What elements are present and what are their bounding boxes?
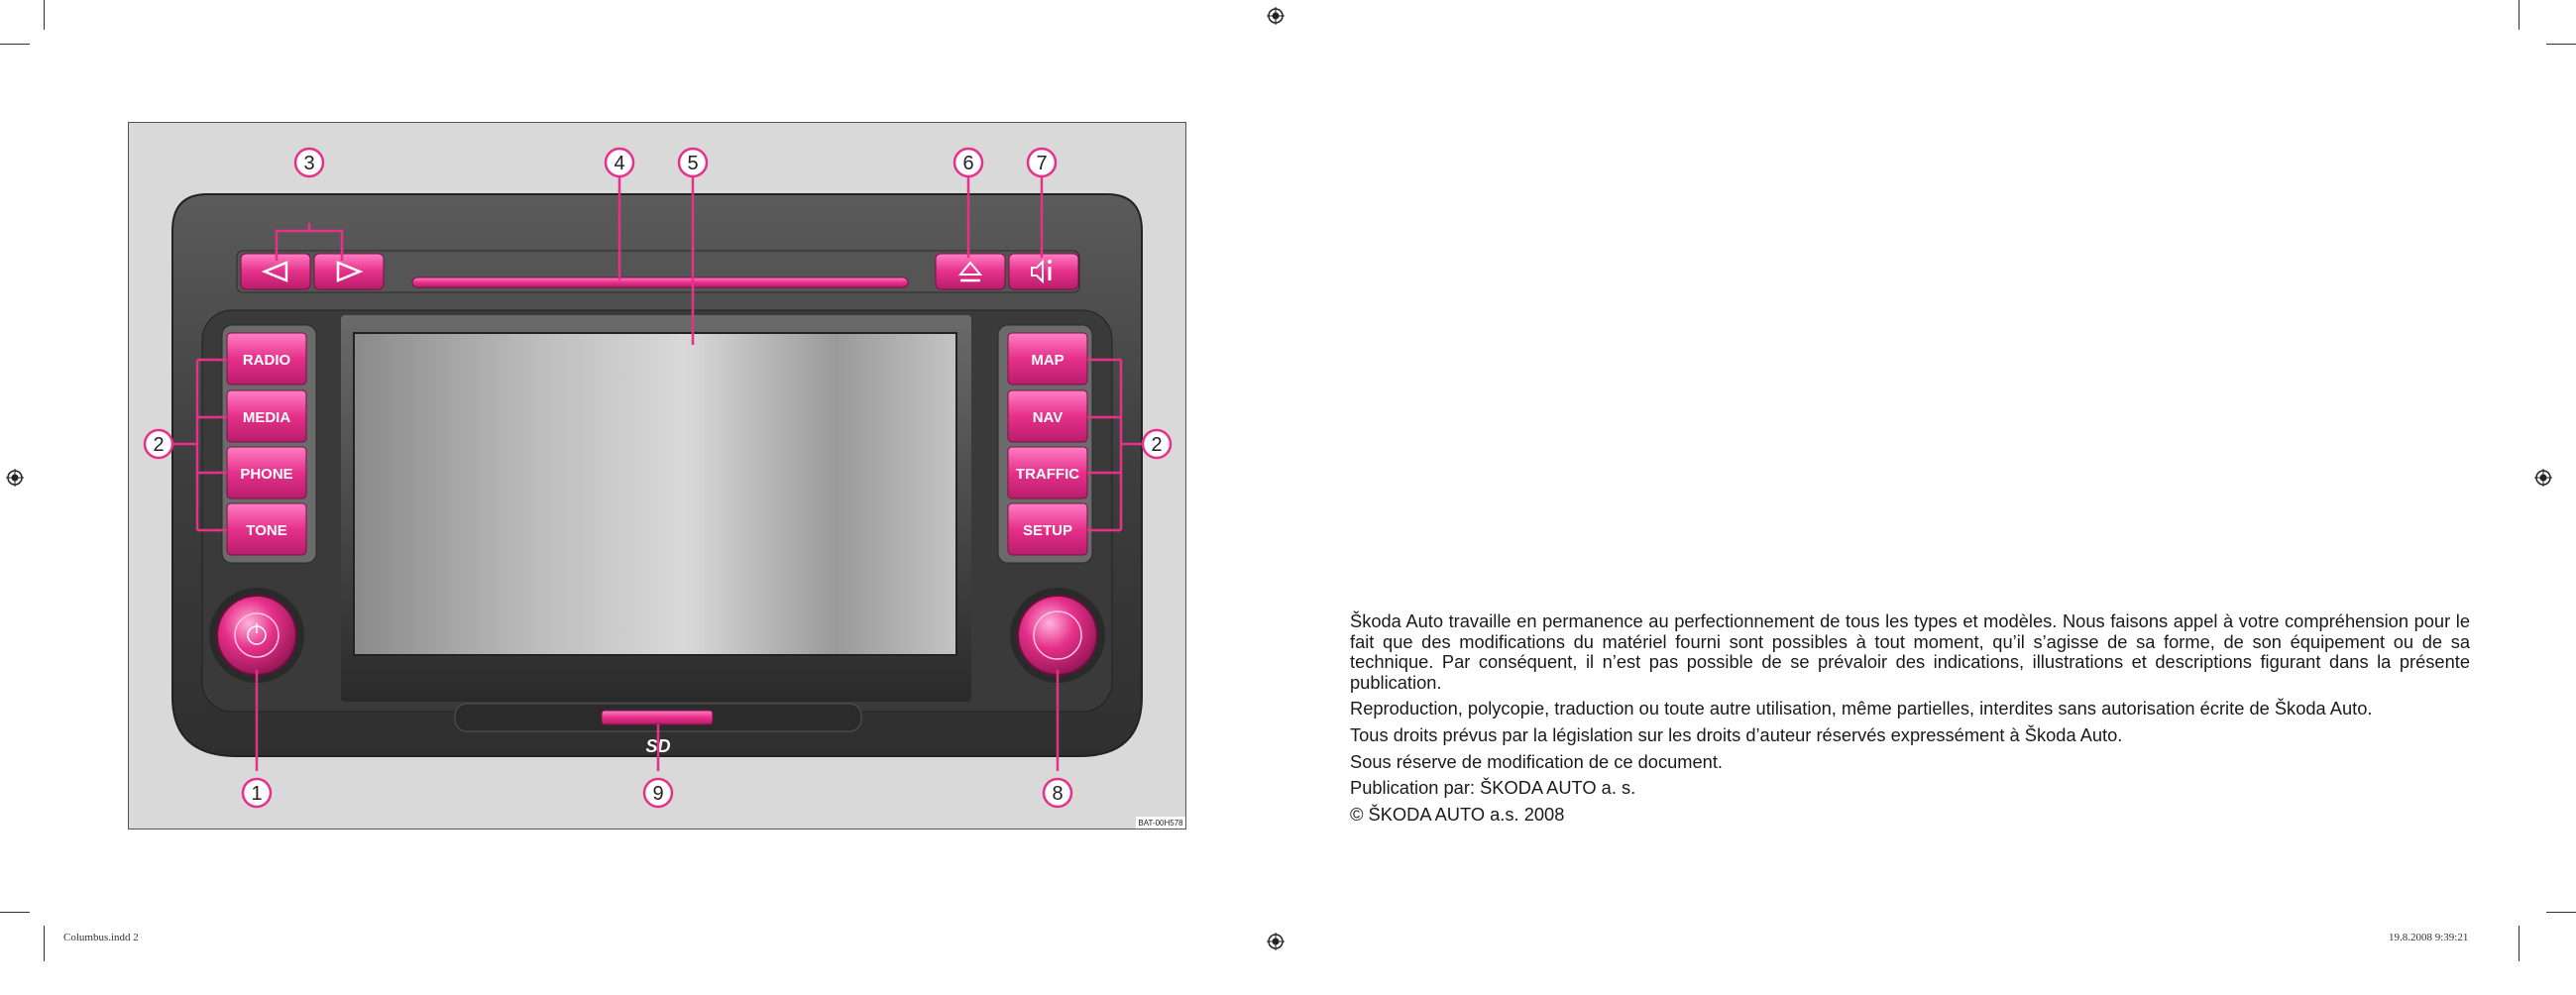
slug-timestamp: 19.8.2008 9:39:21 bbox=[2389, 932, 2469, 943]
sd-logo: SD bbox=[645, 736, 671, 756]
callout-2-left bbox=[145, 430, 172, 458]
legal-paragraph: Sous réserve de modification de ce document. bbox=[1350, 750, 1723, 772]
crop-mark bbox=[44, 926, 45, 961]
crop-mark bbox=[0, 44, 30, 45]
copyright: © ŠKODA AUTO a.s. 2008 bbox=[1350, 803, 1565, 825]
legal-paragraph: Tous droits prévus par la législation sur les droits d’auteur réservés expressément à Škoda Auto. bbox=[1350, 723, 2123, 745]
display-screen[interactable] bbox=[354, 333, 956, 655]
tone-button[interactable] bbox=[227, 503, 306, 555]
callout-number: 1 bbox=[251, 783, 263, 805]
registration-mark-icon bbox=[2534, 469, 2552, 487]
figure-code: BAT-00H578 bbox=[1138, 819, 1183, 828]
callout-number: 3 bbox=[303, 153, 315, 174]
traffic-button-label: TRAFFIC bbox=[1015, 466, 1080, 483]
crop-mark bbox=[2519, 926, 2520, 961]
phone-button[interactable] bbox=[227, 447, 306, 498]
radio-button[interactable] bbox=[227, 333, 306, 385]
crop-mark bbox=[0, 912, 30, 913]
legal-paragraph: Reproduction, polycopie, traduction ou toute autre utilisation, même partielles, interdites sans autorisation écrite de Škoda Auto. bbox=[1350, 698, 2373, 719]
callout-number: 2 bbox=[1151, 434, 1163, 456]
nav-button[interactable] bbox=[1008, 390, 1087, 442]
callout-2-right bbox=[1143, 430, 1171, 458]
callout-4 bbox=[606, 149, 633, 176]
callout-number: 2 bbox=[153, 434, 165, 456]
radio-button-label: RADIO bbox=[242, 352, 291, 369]
callout-8 bbox=[1044, 779, 1071, 807]
crop-mark bbox=[44, 0, 45, 30]
crop-mark bbox=[2546, 912, 2576, 913]
callout-number: 5 bbox=[687, 153, 699, 174]
traffic-button[interactable] bbox=[1008, 447, 1087, 498]
phone-button-label: PHONE bbox=[240, 466, 293, 483]
callout-6 bbox=[954, 149, 982, 176]
legal-paragraph: Škoda Auto travaille en permanence au perfectionnement de tous les types et modèles. Nous faisons appel à votre compréhension pour le fait que des modifications du matériel fourni sont possibles à tout moment, qu’il s’agisse de sa forme, de son équipement ou de sa technique. Par conséquent, il n’est pas possible de se prévaloir des indications, illustrations et descriptions figurant dans la présente publication. bbox=[1350, 610, 2470, 693]
volume-power-knob[interactable] bbox=[209, 588, 304, 683]
setup-button[interactable] bbox=[1008, 503, 1087, 555]
media-button[interactable] bbox=[227, 390, 306, 442]
callout-number: 7 bbox=[1036, 153, 1048, 174]
callout-number: 9 bbox=[652, 783, 664, 805]
tone-button-label: TONE bbox=[246, 522, 287, 539]
registration-mark-icon bbox=[6, 469, 24, 487]
callout-9 bbox=[644, 779, 672, 807]
callout-3 bbox=[295, 149, 323, 176]
registration-mark-icon bbox=[1267, 933, 1285, 950]
eject-button[interactable] bbox=[936, 254, 1005, 289]
callout-number: 4 bbox=[614, 153, 625, 174]
callout-1 bbox=[243, 779, 271, 807]
menu-selection-knob[interactable] bbox=[1010, 588, 1105, 683]
callout-number: 8 bbox=[1052, 783, 1064, 805]
setup-button-label: SETUP bbox=[1022, 522, 1073, 539]
legal-notice bbox=[1350, 611, 2470, 830]
sd-card-slot[interactable] bbox=[602, 711, 713, 724]
callout-7 bbox=[1028, 149, 1056, 176]
callout-number: 6 bbox=[962, 153, 974, 174]
media-button-label: MEDIA bbox=[242, 409, 291, 426]
crop-mark bbox=[2546, 44, 2576, 45]
radio-navigation-unit-figure bbox=[128, 122, 1186, 829]
next-button[interactable] bbox=[314, 254, 384, 289]
crop-mark bbox=[2519, 0, 2520, 30]
map-button-label: MAP bbox=[1031, 352, 1064, 369]
map-button[interactable] bbox=[1008, 333, 1087, 385]
slug-filename: Columbus.indd 2 bbox=[63, 932, 139, 943]
cd-slot[interactable] bbox=[412, 277, 908, 287]
info-button[interactable] bbox=[1009, 254, 1078, 289]
registration-mark-icon bbox=[1267, 7, 1285, 25]
callout-5 bbox=[679, 149, 707, 176]
legal-paragraph: Publication par: ŠKODA AUTO a. s. bbox=[1350, 777, 1636, 799]
nav-button-label: NAV bbox=[1032, 409, 1064, 426]
